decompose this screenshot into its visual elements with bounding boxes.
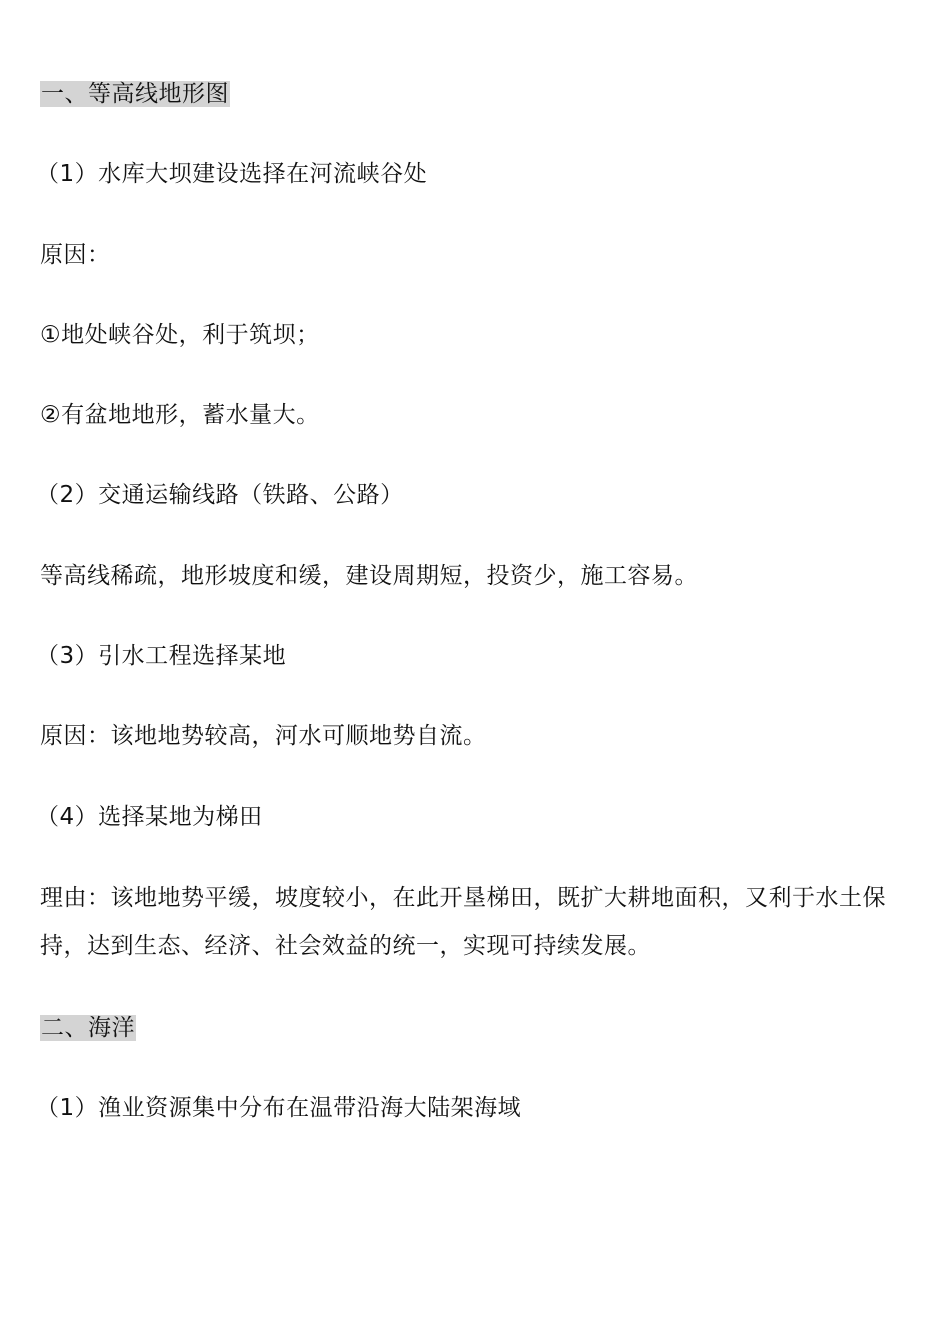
reason-label: 原因： [40,242,111,268]
item-title-transport: （2）交通运输线路（铁路、公路） [36,482,404,508]
water-diversion-body: 原因：该地地势较高，河水可顺地势自流。 [40,723,487,749]
reason-point-1: ①地处峡谷处，利于筑坝； [40,322,320,348]
item-title-dam: （1）水库大坝建设选择在河流峡谷处 [36,161,428,187]
section-heading-text: 二、海洋 [41,1015,135,1041]
item-title-fishery: （1）渔业资源集中分布在温带沿海大陆架海域 [36,1095,522,1121]
section-heading-contour-map [40,78,230,110]
transport-body: 等高线稀疏，地形坡度和缓，建设周期短，投资少，施工容易。 [40,563,698,589]
terraces-body: 理由：该地地势平缓，坡度较小，在此开垦梯田，既扩大耕地面积，又利于水土保持，达到生态、经济、社会效益的统一，实现可持续发展。 [40,885,886,959]
item-title-terraces: （4）选择某地为梯田 [36,804,263,830]
section-heading-ocean [40,1012,136,1044]
item-title-water-diversion: （3）引水工程选择某地 [36,643,287,669]
reason-point-2: ②有盆地地形，蓄水量大。 [40,402,320,428]
section-heading-text: 一、等高线地形图 [41,81,229,107]
